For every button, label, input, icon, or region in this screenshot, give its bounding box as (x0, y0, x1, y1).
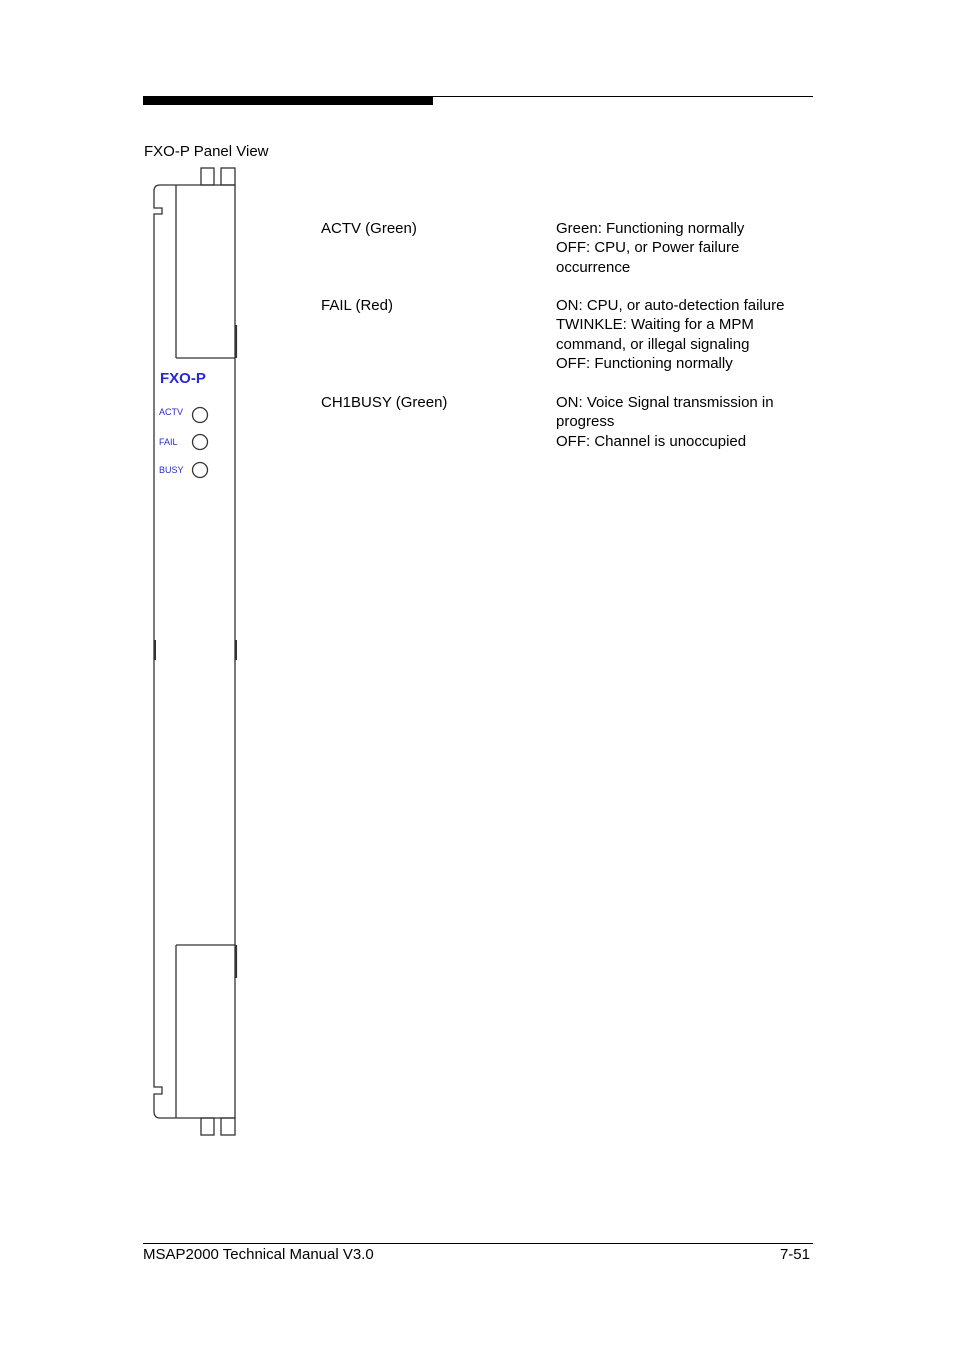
led-desc-line: OFF: CPU, or Power failure (556, 239, 740, 257)
busy-led-icon (193, 463, 208, 478)
led-desc-line: command, or illegal signaling (556, 335, 750, 353)
led-desc-actv (556, 219, 816, 277)
figure-caption: FXO-P Panel View (144, 143, 269, 160)
led-desc-fail (556, 296, 816, 373)
led-name-fail: FAIL (Red) (321, 297, 393, 314)
panel-led-label-fail: FAIL (159, 437, 178, 447)
panel-led-label-busy: BUSY (159, 465, 184, 475)
led-desc-line: ON: Voice Signal transmission in (556, 394, 774, 411)
footer-manual-title: MSAP2000 Technical Manual V3.0 (143, 1246, 374, 1263)
led-desc-line: TWINKLE: Waiting for a MPM (556, 316, 754, 334)
fail-led-icon (193, 435, 208, 450)
panel-title: FXO-P (160, 370, 206, 387)
led-desc-line: occurrence (556, 258, 631, 276)
footer-rule (143, 1243, 813, 1244)
header-rule-thin (433, 96, 813, 97)
led-desc-line: ON: CPU, or auto-detection failure (556, 297, 785, 314)
fxo-p-panel-drawing (148, 165, 243, 1140)
led-name-ch1busy: CH1BUSY (Green) (321, 394, 448, 411)
panel-led-label-actv: ACTV (159, 407, 184, 417)
led-desc-line: Green: Functioning normally (556, 220, 745, 237)
led-desc-ch1busy (556, 393, 816, 451)
led-desc-line: OFF: Functioning normally (556, 354, 733, 372)
led-name-actv: ACTV (Green) (321, 220, 417, 237)
actv-led-icon (193, 408, 208, 423)
footer-page-number: 7-51 (779, 1246, 810, 1263)
led-desc-line: OFF: Channel is unoccupied (556, 432, 747, 450)
led-desc-line: progress (556, 413, 615, 431)
header-rule-thick (143, 96, 433, 105)
